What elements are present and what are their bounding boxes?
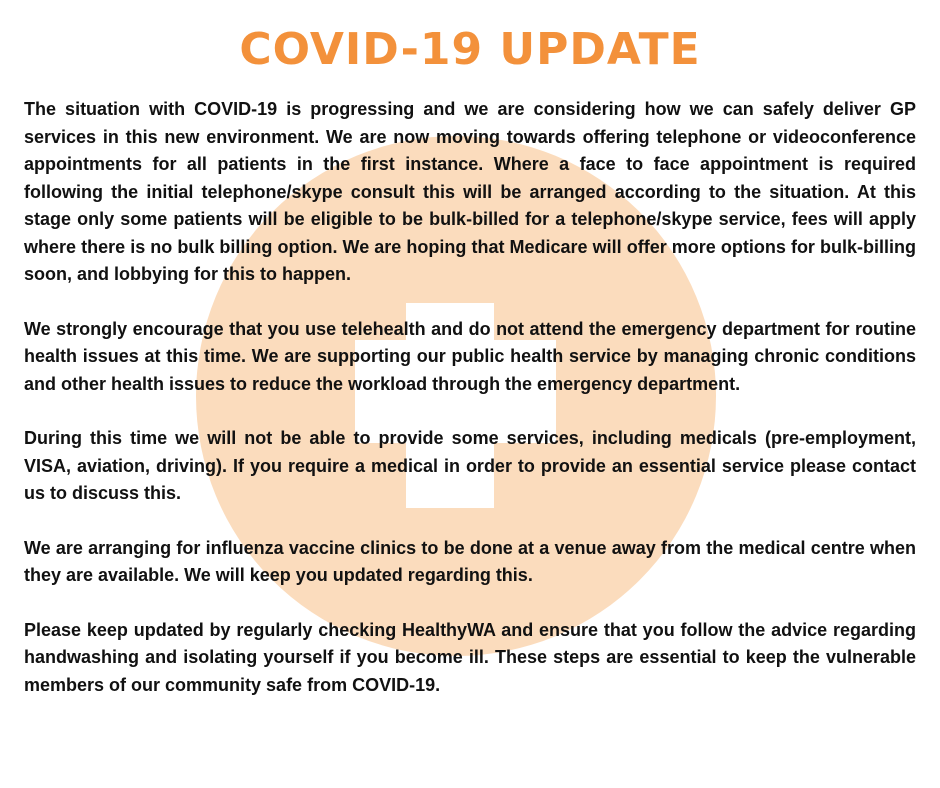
page-title: COVID-19 UPDATE bbox=[239, 24, 701, 75]
paragraph-suspended-services: During this time we will not be able to provide some services, including medicals (pre-employment, VISA, aviation, driving). If you require a medical in order to provide an essential service please contact us to discuss this. bbox=[24, 428, 916, 503]
paragraph-telehealth-services: The situation with COVID-19 is progressing and we are considering how we can safely deliver GP services in this new environment. We are now moving towards offering telephone or videoconference appointments for all patients in the first instance. Where a face to face appointment is required following the initial telephone/skype consult this will be arranged according to the situation. At this stage only some patients will be eligible to be bulk-billed for a telephone/skype service, fees will apply where there is no bulk billing option. We are hoping that Medicare will offer more options for bulk-billing soon, and lobbying for this to happen. bbox=[24, 99, 916, 284]
notice-body bbox=[24, 96, 916, 699]
paragraph-emergency-department: We strongly encourage that you use telehealth and do not attend the emergency department for routine health issues at this time. We are supporting our public health service by managing chronic conditions and other health issues to reduce the workload through the emergency department. bbox=[24, 318, 916, 394]
paragraph-influenza-clinics: We are arranging for influenza vaccine clinics to be done at a venue away from the medical centre when they are available. We will keep you updated regarding this. bbox=[24, 537, 916, 585]
paragraph-stay-updated: Please keep updated by regularly checking HealthyWA and ensure that you follow the advice regarding handwashing and isolating yourself if you become ill. These steps are essential to keep the vulnerable members of our community safe from COVID-19. bbox=[24, 619, 916, 695]
